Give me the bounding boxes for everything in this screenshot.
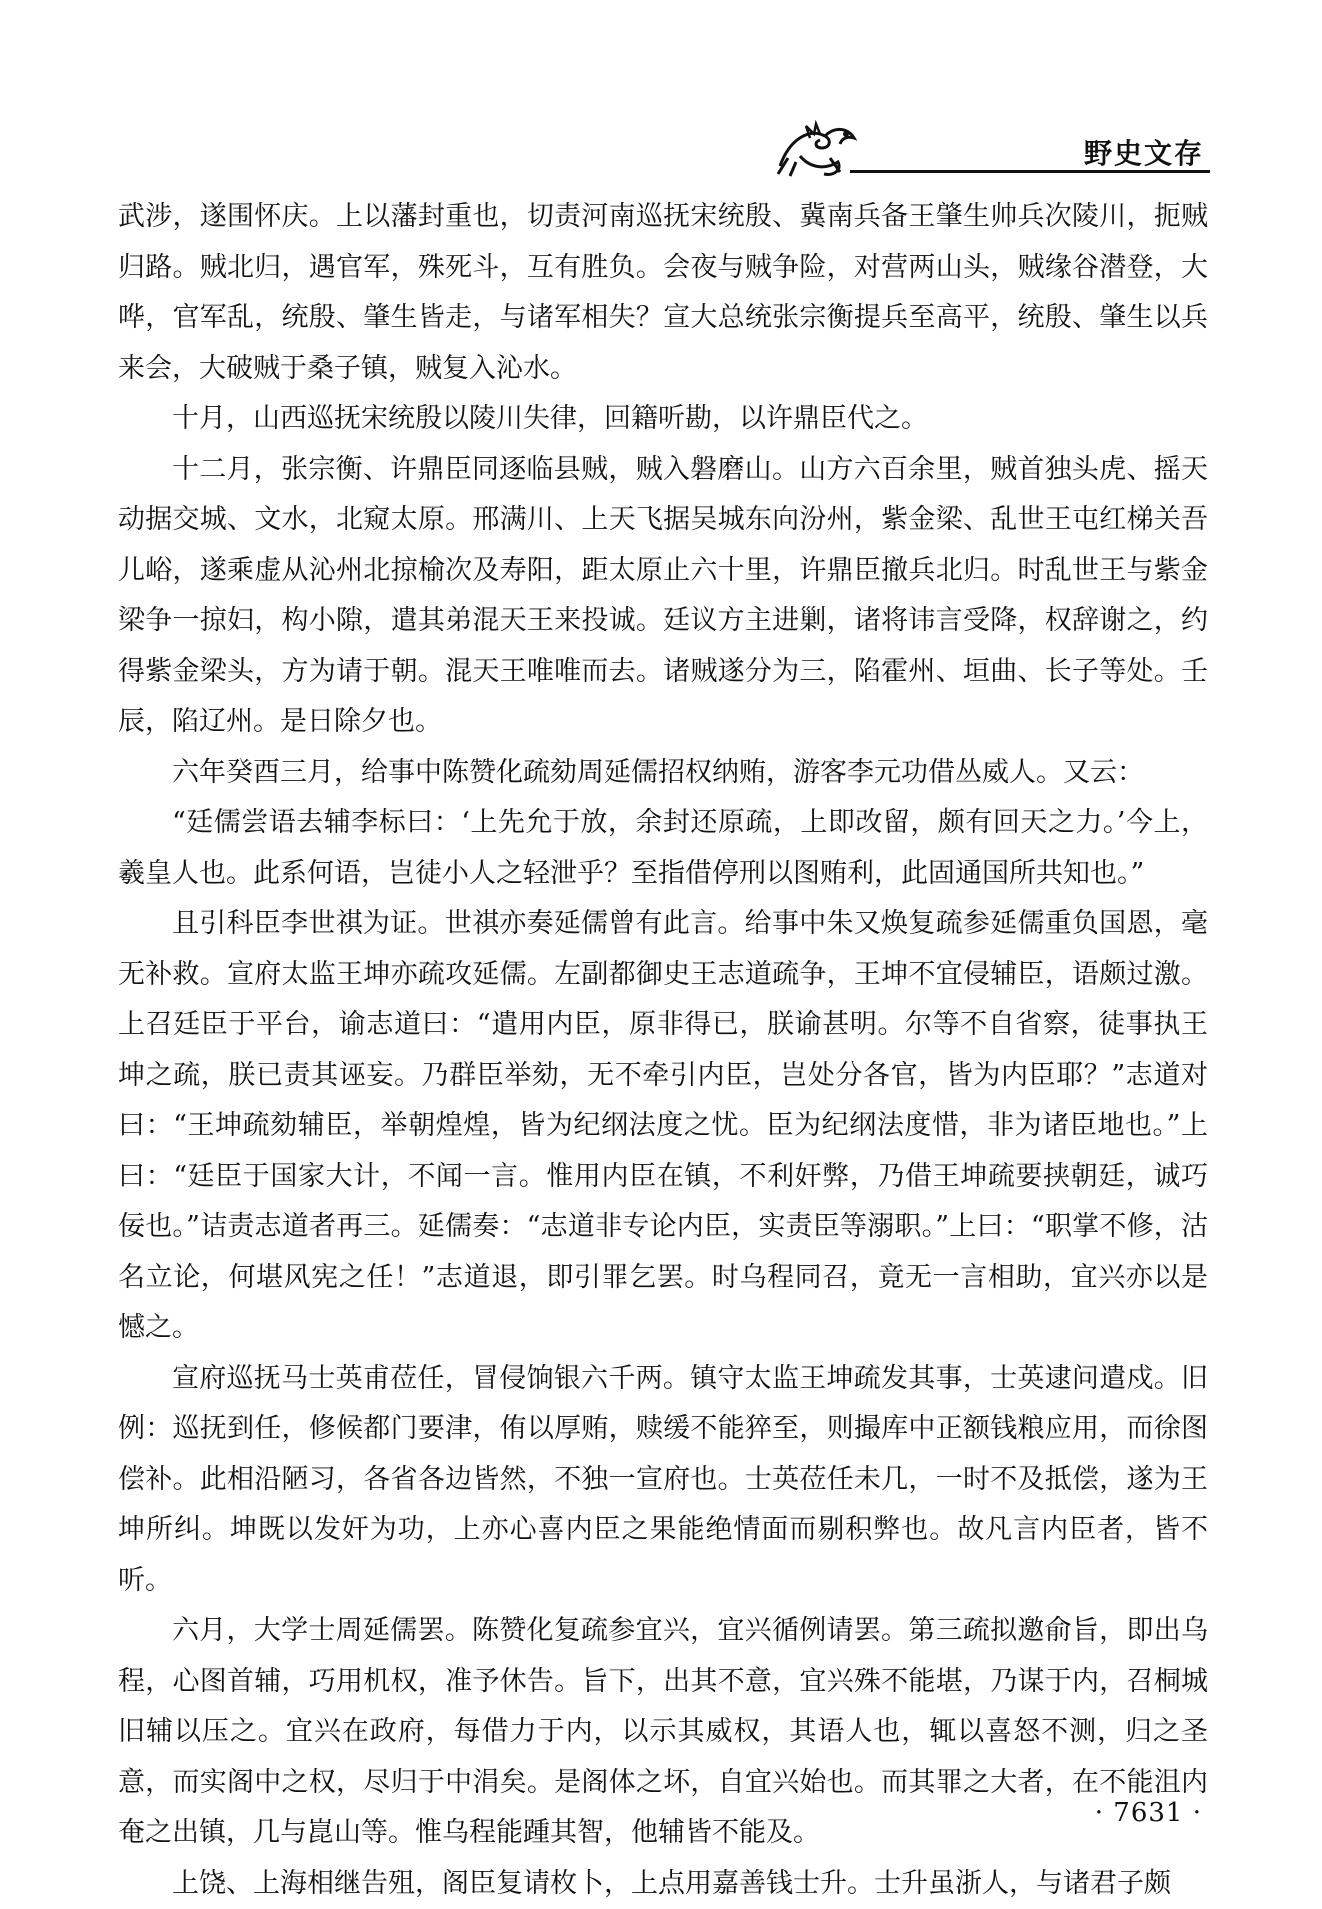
paragraph: 武涉，遂围怀庆。上以藩封重也，切责河南巡抚宋统殷、冀南兵备王肇生帅兵次陵川，扼贼归路。贼北归，遇官军，殊死斗，互有胜负。会夜与贼争险，对营两山头，贼缘谷潜登，大哗，官军乱，统殷、肇生皆走，与诸军相失？宣大总统张宗衡提兵至高平，统殷、肇生以兵来会，大破贼于桑子镇，贼复入沁水。 [118,192,1208,394]
quotation: “廷儒尝语去辅李标曰：‘上先允于放，余封还原疏，上即改留，颇有回天之力。’今上，羲皇人也。此系何语，岂徒小人之轻泄乎？至指借停刑以图贿利，此固通国所共知也。” [118,798,1208,899]
body-text [118,192,1208,1909]
series-title: 野史文存 [1084,132,1204,172]
paragraph: 宣府巡抚马士英甫莅任，冒侵饷银六千两。镇守太监王坤疏发其事，士英逮问遣戍。旧例：巡抚到任，修候都门要津，侑以厚贿，赎缓不能猝至，则撮库中正额钱粮应用，而徐图偿补。此相沿陋习，各省各边皆然，不独一宣府也。士英莅任未几，一时不及抵偿，遂为王坤所纠。坤既以发奸为功，上亦心喜内臣之果能绝情面而剔积弊也。故凡言内臣者，皆不听。 [118,1354,1208,1607]
paragraph: 六月，大学士周延儒罢。陈赞化复疏参宜兴，宜兴循例请罢。第三疏拟邀俞旨，即出乌程，心图首辅，巧用机权，准予休告。旨下，出其不意，宜兴殊不能堪，乃谋于内，召桐城旧辅以压之。宜兴在政府，每借力于内，以示其威权，其语人也，辄以喜怒不测，归之圣意，而实阁中之权，尽归于中涓矣。是阁体之坏，自宜兴始也。而其罪之大者，在不能沮内奄之出镇，几与崑山等。惟乌程能踵其智，他辅皆不能及。 [118,1606,1208,1859]
paragraph: 且引科臣李世祺为证。世祺亦奏延儒曾有此言。给事中朱又焕复疏参延儒重负国恩，毫无补救。宣府太监王坤亦疏攻延儒。左副都御史王志道疏争，王坤不宜侵辅臣，语颇过激。上召廷臣于平台，谕志道曰：“遣用内臣，原非得已，朕谕甚明。尔等不自省察，徒事执王坤之疏，朕已责其诬妄。乃群臣举劾，无不牵引内臣，岂处分各官，皆为内臣耶？”志道对曰：“王坤疏劾辅臣，举朝煌煌，皆为纪纲法度之忧。臣为纪纲法度惜，非为诸臣地也。”上曰：“廷臣于国家大计，不闻一言。惟用内臣在镇，不利奸弊，乃借王坤疏要挟朝廷，诚巧佞也。”诘责志道者再三。延儒奏：“志道非专论内臣，实责臣等溺职。”上曰：“职掌不修，沽名立论，何堪风宪之任！”志道退，即引罪乞罢。时乌程同召，竟无一言相助，宜兴亦以是憾之。 [118,899,1208,1354]
page-number: · 7631 · [1095,1798,1202,1828]
page-header [0,0,1322,180]
paragraph: 十二月，张宗衡、许鼎臣同逐临县贼，贼入磐磨山。山方六百余里，贼首独头虎、摇天动据交城、文水，北窥太原。邢满川、上天飞据吴城东向汾州，紫金梁、乱世王屯红梯关吾儿峪，遂乘虚从沁州北掠榆次及寿阳，距太原止六十里，许鼎臣撤兵北归。时乱世王与紫金梁争一掠妇，构小隙，遣其弟混天王来投诚。廷议方主进剿，诸将讳言受降，权辞谢之，约得紫金梁头，方为请于朝。混天王唯唯而去。诸贼遂分为三，陷霍州、垣曲、长子等处。壬辰，陷辽州。是日除夕也。 [118,445,1208,748]
paragraph: 六年癸酉三月，给事中陈赞化疏劾周延儒招权纳贿，游客李元功借丛威人。又云： [118,748,1208,799]
paragraph: 上饶、上海相继告殂，阁臣复请枚卜，上点用嘉善钱士升。士升虽浙人，与诸君子颇 [118,1859,1208,1909]
dragon-emblem-icon [770,118,860,178]
paragraph: 十月，山西巡抚宋统殷以陵川失律，回籍听勘，以许鼎臣代之。 [118,394,1208,445]
